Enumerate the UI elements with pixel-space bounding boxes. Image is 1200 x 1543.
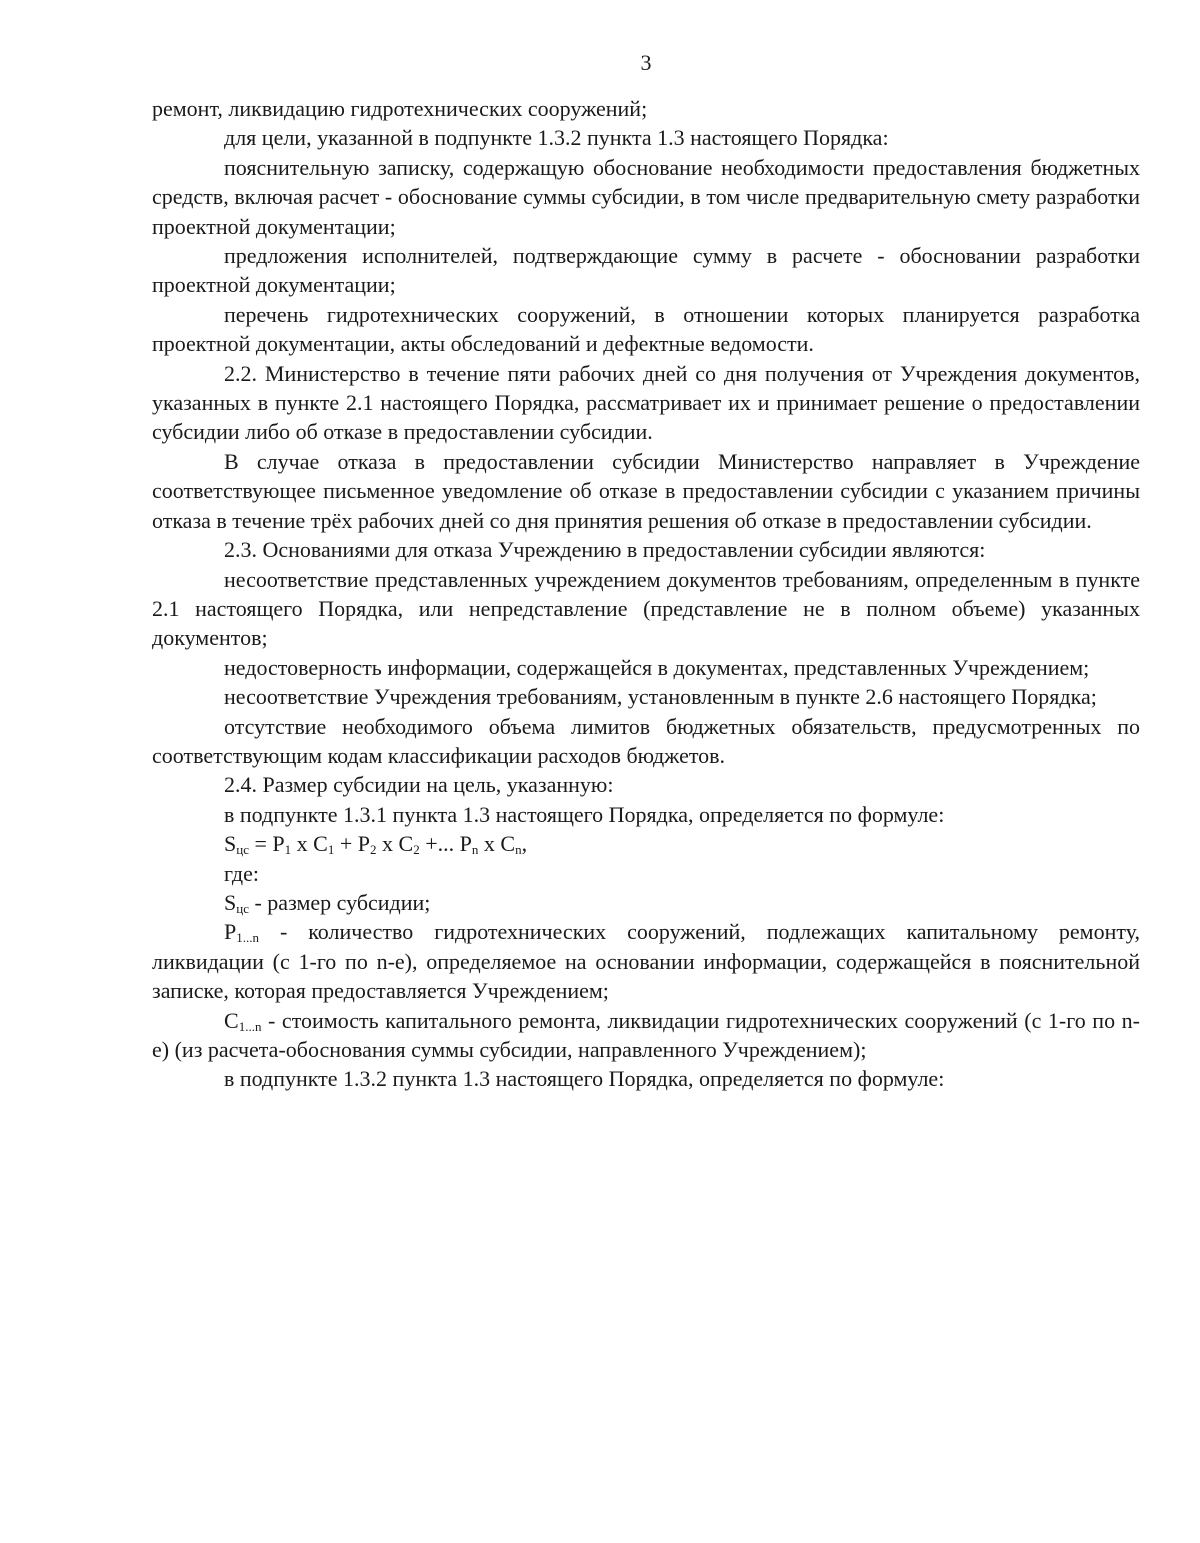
paragraph: перечень гидротехнических сооружений, в отношении которых планируется разработка проектной документации, акты обследований и дефектные ведомости. [152,301,1140,357]
paragraph: в подпункте 1.3.2 пункта 1.3 настоящего Порядка, определяется по формуле: [224,1066,945,1092]
paragraph: 2.4. Размер субсидии на цель, указанную: [224,772,614,798]
paragraph: предложения исполнителей, подтверждающие сумму в расчете - обосновании разработки проектной документации; [152,243,1140,298]
paragraph: отсутствие необходимого объема лимитов бюджетных обязательств, предусмотренных по соответствующим кодам классификации расходов бюджетов. [152,713,1140,768]
definition-c: $C_{1...n}$ - стоимость капитального ремонта, ликвидации гидротехнических сооружений (с 1-го по n-е) (из расчета-обоснования суммы субсидии, направленного Учреждением); [152,1007,1140,1062]
definition-s: $S_{цс}$ - размер субсидии; [224,889,431,916]
document-page [152,50,1140,1094]
definition-p: $P_{1...n}$ - количество гидротехнических сооружений, подлежащих капитальному ремонту, ликвидации (с 1-го по n-е), определяемое на основании информации, содержащейся в пояснительной записке, которая предоставляется Учреждением; [152,919,1140,1004]
paragraph: несоответствие Учреждения требованиям, установленным в пункте 2.6 настоящего Порядка; [224,684,1097,710]
paragraph: ремонт, ликвидацию гидротехнических сооружений; [152,96,648,121]
page-number: 3 [640,50,652,75]
where-label: где: [224,860,259,886]
subsidy-formula: $S_{цс} = P_1$ x $C_1 + P_2$ x $C_2$ +... $P_n$ x $C_n$, [224,831,528,858]
paragraph: для цели, указанной в подпункте 1.3.2 пункта 1.3 настоящего Порядка: [224,125,889,151]
paragraph: недостоверность информации, содержащейся в документах, представленных Учреждением; [224,654,1090,680]
paragraph: 2.3. Основаниями для отказа Учреждению в предоставлении субсидии являются: [224,537,986,563]
paragraph: несоответствие представленных учреждением документов требованиям, определенным в пункте 2.1 настоящего Порядка, или непредставление (представление не в полном объеме) указанных документов; [152,566,1140,651]
paragraph: пояснительную записку, содержащую обоснование необходимости предоставления бюджетных средств, включая расчет - обоснование суммы субсидии, в том числе предварительную смету разработки проектной документации; [152,154,1140,239]
paragraph: 2.2. Министерство в течение пяти рабочих дней со дня получения от Учреждения документов, указанных в пункте 2.1 настоящего Порядка, рассматривает их и принимает решение о предоставлении субсидии либо об отказе в предоставлении субсидии. [152,360,1140,445]
paragraph: В случае отказа в предоставлении субсидии Министерство направляет в Учреждение соответствующее письменное уведомление об отказе в предоставлении субсидии с указанием причины отказа в течение трёх рабочих дней со дня принятия решения об отказе в предоставлении субсидии. [152,448,1140,533]
paragraph: в подпункте 1.3.1 пункта 1.3 настоящего Порядка, определяется по формуле: [224,801,945,827]
